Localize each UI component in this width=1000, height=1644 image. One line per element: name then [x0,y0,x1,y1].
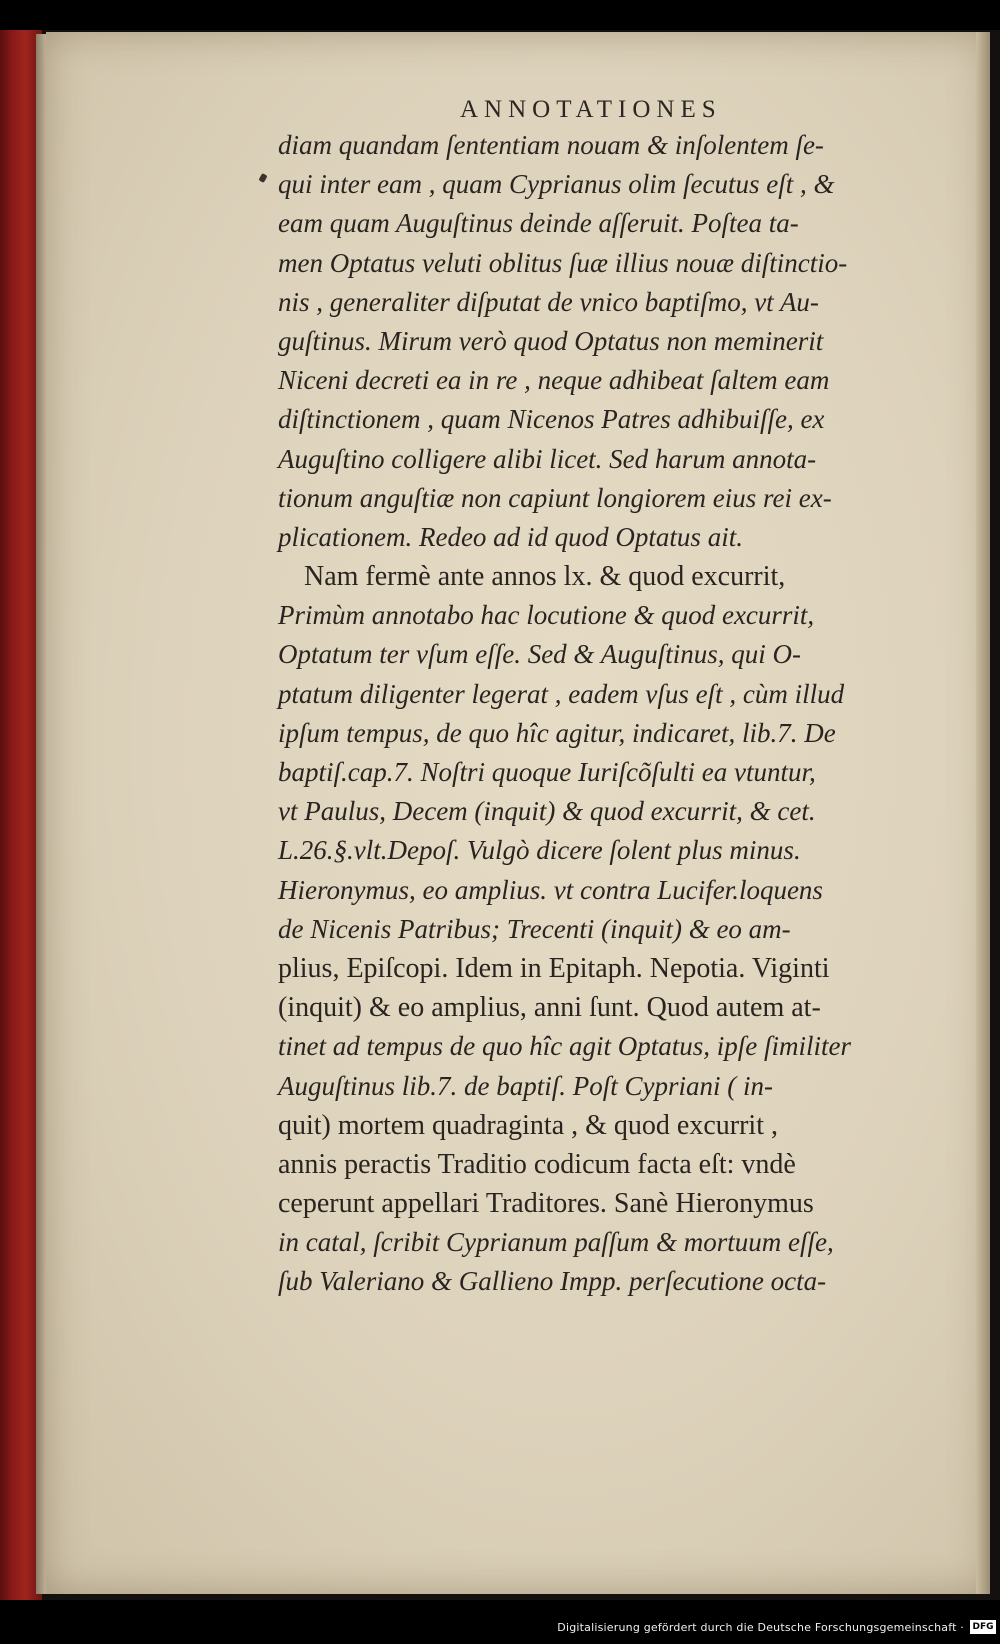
text-line: Optatum ter vſum eſſe. Sed & Auguſtinus, qui O- [278,639,801,670]
text-line: eam quam Auguſtinus deinde aſſeruit. Poſtea ta- [278,208,799,239]
text-line: Niceni decreti ea in re , neque adhibeat ſaltem eam [278,365,830,396]
text-line: guſtinus. Mirum verò quod Optatus non meminerit [278,325,824,356]
text-line: Hieronymus, eo amplius. vt contra Lucifer.loquens [278,874,823,905]
text-line: ceperunt appellari Traditores. Sanè Hieronymus [278,1188,814,1220]
text-line: quit) mortem quadraginta , & quod excurrit , [278,1109,778,1141]
page-edge-right [976,32,990,1594]
text-line: baptiſ.cap.7. Noſtri quoque Iuriſcõſulti ea vtuntur, [278,757,816,787]
text-line: Primùm annotabo hac locutione & quod excurrit, [278,600,815,631]
text-line: Auguſtinus lib.7. de baptiſ. Poſt Cypriani ( in- [278,1070,773,1101]
text-line: in catal, ſcribit Cyprianum paſſum & mortuum eſſe, [278,1227,834,1258]
footer-credit: Digitalisierung gefördert durch die Deutsche Forschungsgemeinschaft · [557,1620,964,1634]
text-line: tinet ad tempus de quo hîc agit Optatus, ipſe ſimiliter [278,1031,851,1062]
text-line: qui inter eam , quam Cyprianus olim ſecutus eſt , & [278,169,835,200]
dfg-logo: DFG [970,1620,996,1634]
text-line: de Nicenis Patribus; Trecenti (inquit) & eo am- [278,913,791,944]
text-line: annis peractis Traditio codicum facta eſt: vndè [278,1148,796,1180]
text-line: vt Paulus, Decem (inquit) & quod excurrit, & cet. [278,796,816,827]
text-line: men Optatus veluti oblitus ſuæ illius nouæ diſtinctio- [278,247,848,278]
text-line: L.26.§.vlt.Depoſ. Vulgò dicere ſolent plus minus. [278,835,801,866]
text-line: diam quandam ſententiam nouam & inſolentem ſe- [278,130,824,160]
text-line: ſub Valeriano & Gallieno Impp. perſecutione octa- [278,1266,827,1297]
text-line: plius, Epiſcopi. Idem in Epitaph. Nepotia. Viginti [278,952,830,984]
text-line: Nam fermè ante annos lx. & quod excurrit, [304,561,786,593]
text-line: diſtinctionem , quam Nicenos Patres adhibuiſſe, ex [278,404,825,435]
text-line: ptatum diligenter legerat , eadem vſus eſt , cùm illud [278,678,845,709]
text-line: (inquit) & eo amplius, anni ſunt. Quod autem at- [278,992,821,1024]
text-block [278,126,968,1302]
text-line: Auguſtino colligere alibi licet. Sed harum annota- [278,443,817,474]
text-line: tionum anguſtiæ non capiunt longiorem eius rei ex- [278,482,832,513]
text-line: plicationem. Redeo ad id quod Optatus ait. [278,521,743,552]
footer-bar [0,1610,1000,1644]
running-head: ANNOTATIONES [460,96,722,123]
text-line: ipſum tempus, de quo hîc agitur, indicaret, lib.7. De [278,717,836,748]
text-line: nis , generaliter diſputat de vnico baptiſmo, vt Au- [278,286,819,317]
